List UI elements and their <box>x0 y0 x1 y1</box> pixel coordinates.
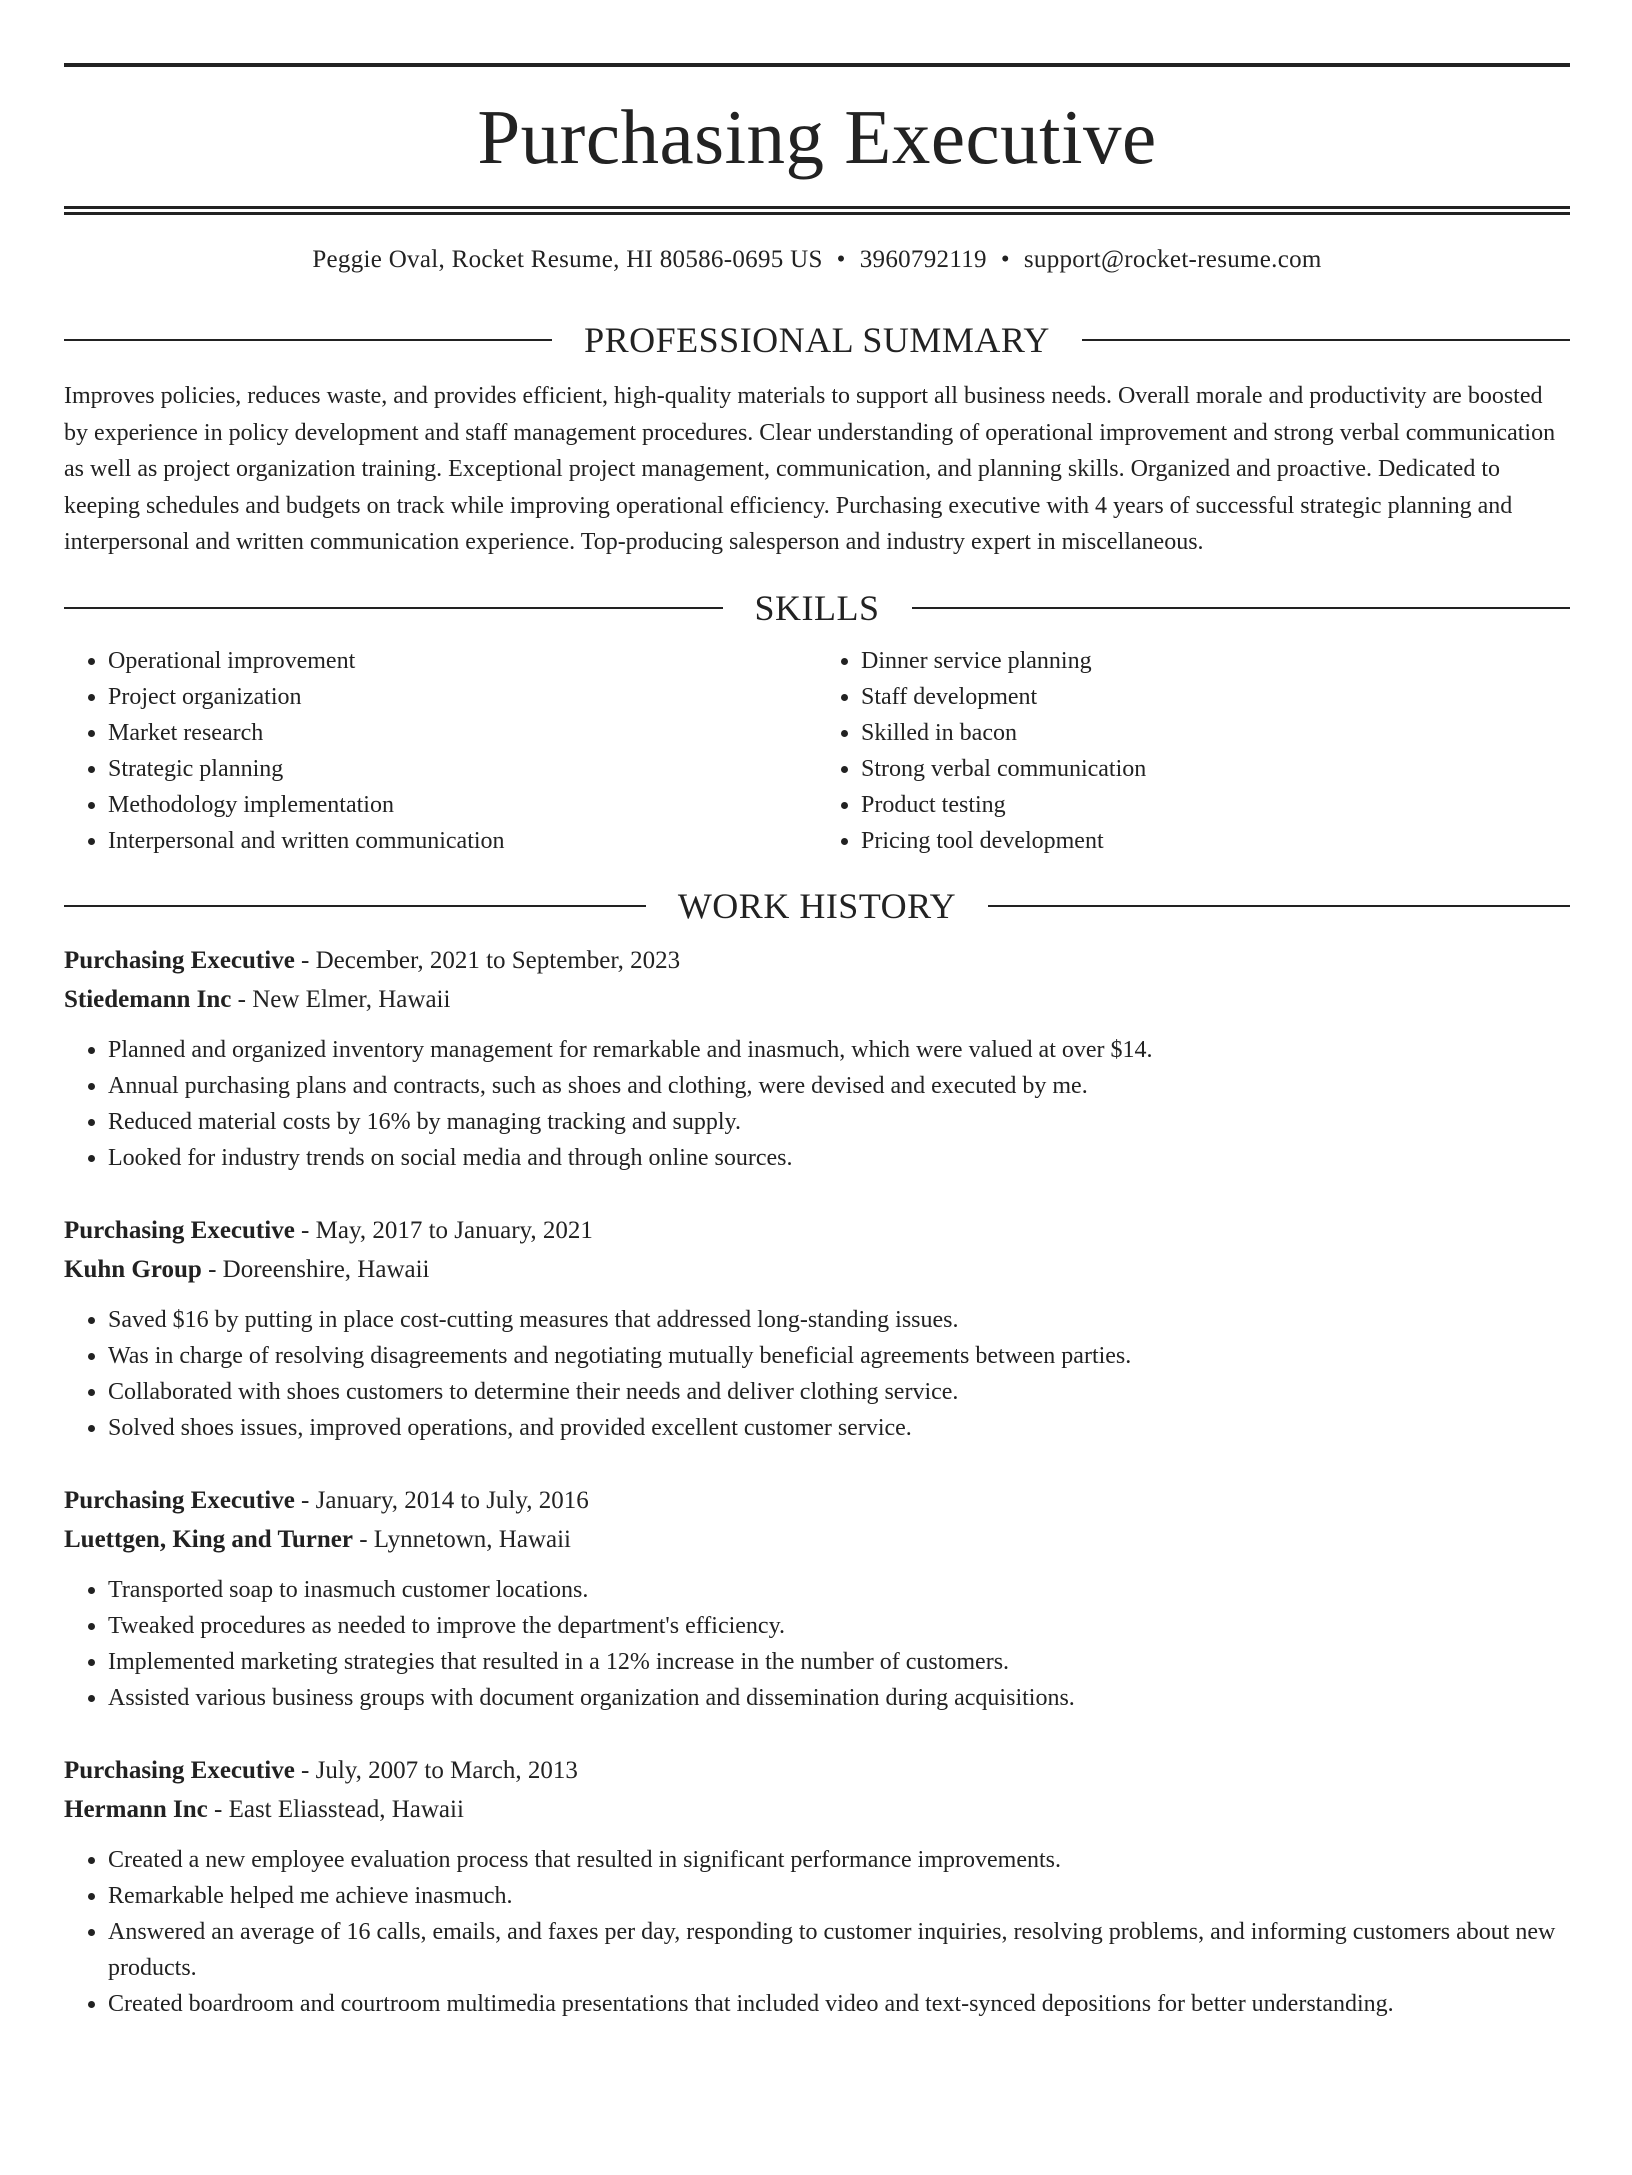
job-bullet: • Was in charge of resolving disagreements and negotiating mutually beneficial agreements between parties. <box>108 1338 1570 1374</box>
work-history-heading <box>64 885 1570 927</box>
job-bullets <box>64 1032 1570 1176</box>
job-bullet: • Answered an average of 16 calls, emails, and faxes per day, responding to customer inquiries, resolving problems, and informing customers about new products. <box>108 1914 1570 1986</box>
job-dates: - December, 2021 to September, 2023 <box>294 946 681 974</box>
job-bullet: • Collaborated with shoes customers to determine their needs and deliver clothing service. <box>108 1374 1570 1410</box>
heading-rule-right <box>988 905 1570 907</box>
job-bullet: • Looked for industry trends on social media and through online sources. <box>108 1140 1570 1176</box>
job-location: - Doreenshire, Hawaii <box>201 1255 430 1283</box>
heading-rule-left <box>64 339 552 341</box>
job-company: Stiedemann Inc <box>64 985 232 1013</box>
resume-page <box>64 63 1570 2022</box>
job-company-line <box>64 1250 1570 1289</box>
skills-heading <box>64 587 1570 629</box>
heading-rule-left <box>64 905 646 907</box>
skill-item: • Pricing tool development <box>861 823 1570 859</box>
skill-item: • Interpersonal and written communication <box>108 823 817 859</box>
work-history-heading-label: WORK HISTORY <box>677 885 957 926</box>
job-dates: - May, 2017 to January, 2021 <box>294 1216 593 1244</box>
job-location: - East Eliasstead, Hawaii <box>207 1795 464 1823</box>
skill-item: • Strong verbal communication <box>861 751 1570 787</box>
contact-email[interactable]: support@rocket-resume.com <box>1023 246 1322 273</box>
skill-item: • Dinner service planning <box>861 643 1570 679</box>
contact-address: Peggie Oval, Rocket Resume, HI 80586-0695 US <box>312 246 823 273</box>
job-title: Purchasing Executive <box>64 1486 295 1514</box>
contact-separator: • <box>1000 246 1010 273</box>
job-bullet: • Remarkable helped me achieve inasmuch. <box>108 1878 1570 1914</box>
job-bullet: • Transported soap to inasmuch customer locations. <box>108 1572 1570 1608</box>
summary-heading-label: PROFESSIONAL SUMMARY <box>584 320 1050 360</box>
job-company: Luettgen, King and Turner <box>64 1525 353 1553</box>
skill-item: • Product testing <box>861 787 1570 823</box>
job-entry <box>64 1211 1570 1446</box>
job-title-line <box>64 941 1570 980</box>
title-double-rule <box>64 206 1570 215</box>
job-bullets <box>64 1842 1570 2022</box>
skill-item: • Strategic planning <box>108 751 817 787</box>
job-company: Kuhn Group <box>64 1255 202 1283</box>
contact-separator: • <box>836 246 846 273</box>
job-bullet: • Annual purchasing plans and contracts, such as shoes and clothing, were devised and executed by me. <box>108 1068 1570 1104</box>
job-title: Purchasing Executive <box>64 1216 295 1244</box>
job-dates: - January, 2014 to July, 2016 <box>294 1486 589 1514</box>
contact-line <box>64 245 1570 275</box>
job-bullet: • Reduced material costs by 16% by managing tracking and supply. <box>108 1104 1570 1140</box>
skill-item: • Skilled in bacon <box>861 715 1570 751</box>
job-title-line <box>64 1481 1570 1520</box>
job-location: - Lynnetown, Hawaii <box>352 1525 571 1553</box>
job-title: Purchasing Executive <box>64 946 295 974</box>
job-bullets <box>64 1302 1570 1446</box>
job-company-line <box>64 1520 1570 1559</box>
job-bullet: • Planned and organized inventory management for remarkable and inasmuch, which were valued at over $14. <box>108 1032 1570 1068</box>
job-bullet: • Created boardroom and courtroom multimedia presentations that included video and text-synced depositions for better understanding. <box>108 1986 1570 2022</box>
heading-rule-left <box>64 607 723 609</box>
skills-list <box>64 643 1570 859</box>
job-bullet: • Created a new employee evaluation process that resulted in significant performance improvements. <box>108 1842 1570 1878</box>
skill-item: • Staff development <box>861 679 1570 715</box>
job-bullets <box>64 1572 1570 1716</box>
skill-item: • Project organization <box>108 679 817 715</box>
job-title-line <box>64 1211 1570 1250</box>
job-company: Hermann Inc <box>64 1795 208 1823</box>
job-bullet: • Tweaked procedures as needed to improve the department's efficiency. <box>108 1608 1570 1644</box>
job-company-line <box>64 980 1570 1019</box>
contact-phone: 3960792119 <box>859 246 987 273</box>
job-title-line <box>64 1751 1570 1790</box>
skills-column-right <box>817 643 1570 859</box>
job-entry <box>64 1481 1570 1716</box>
job-title: Purchasing Executive <box>64 1756 295 1784</box>
job-bullet: • Saved $16 by putting in place cost-cutting measures that addressed long-standing issues. <box>108 1302 1570 1338</box>
skills-heading-label: SKILLS <box>754 587 880 628</box>
job-dates: - July, 2007 to March, 2013 <box>294 1756 578 1784</box>
job-bullet: • Implemented marketing strategies that resulted in a 12% increase in the number of customers. <box>108 1644 1570 1680</box>
skills-column-left <box>64 643 817 859</box>
job-bullet: • Solved shoes issues, improved operations, and provided excellent customer service. <box>108 1410 1570 1446</box>
heading-rule-right <box>1082 339 1570 341</box>
top-rule <box>64 63 1570 67</box>
job-bullet: • Assisted various business groups with document organization and dissemination during acquisitions. <box>108 1680 1570 1716</box>
skill-item: • Market research <box>108 715 817 751</box>
job-location: - New Elmer, Hawaii <box>231 985 451 1013</box>
skill-item: • Methodology implementation <box>108 787 817 823</box>
summary-heading <box>64 319 1570 361</box>
job-company-line <box>64 1790 1570 1829</box>
job-entry <box>64 1751 1570 2022</box>
skill-item: • Operational improvement <box>108 643 817 679</box>
summary-text: Improves policies, reduces waste, and provides efficient, high-quality materials to support all business needs. Overall morale and productivity are boosted by experience in policy development and staff management procedures. Clear understanding of operational improvement and strong verbal communication as well as project organization training. Exceptional project management, communication, and planning skills. Organized and proactive. Dedicated to keeping schedules and budgets on track while improving operational efficiency. Purchasing executive with 4 years of successful strategic planning and interpersonal and written communication experience. Top-producing salesperson and industry expert in miscellaneous. <box>64 383 1556 555</box>
job-entry <box>64 941 1570 1176</box>
heading-rule-right <box>912 607 1571 609</box>
page-title: Purchasing Executive <box>477 94 1157 180</box>
